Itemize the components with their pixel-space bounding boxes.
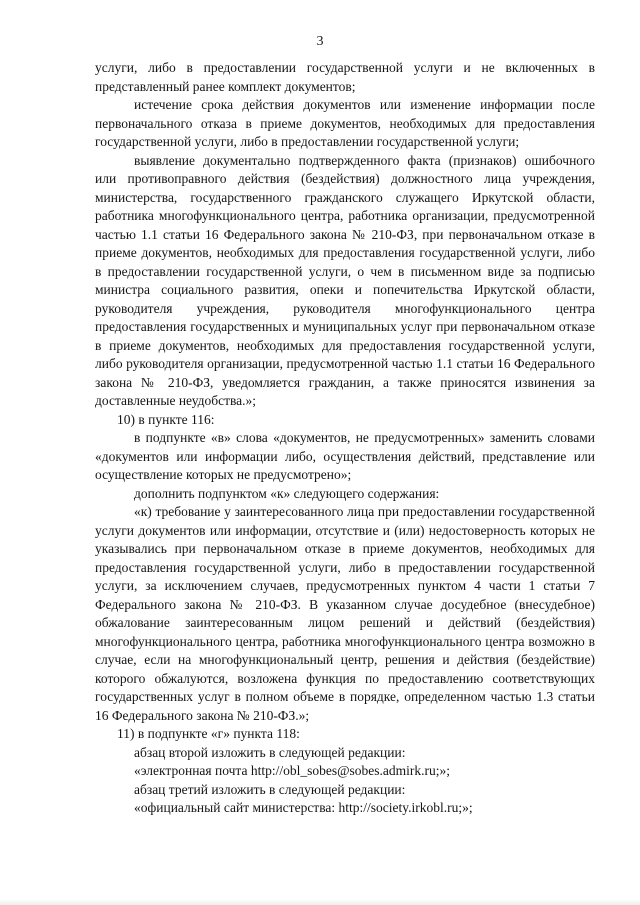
document-body xyxy=(95,59,595,818)
paragraph-document-expiry: истечение срока действия документов или изменение информации после первоначального отказа в приеме документов, необходимых для предоставления государственной услуги, либо в предоставлении государственной услуги; xyxy=(95,97,595,149)
scan-edge xyxy=(0,899,640,905)
paragraph-add-subitem-k: дополнить подпунктом «к» следующего содержания: xyxy=(134,485,440,501)
paragraph-subitem-v: в подпункте «в» слова «документов, не предусмотренных» заменить словами «документов или информации либо, осуществления действий, представление или осуществление которых не предусмотрено»; xyxy=(95,430,595,482)
paragraph-services-continuation: услуги, либо в предоставлении государственной услуги и не включенных в представленный ранее комплект документов; xyxy=(95,60,595,94)
paragraph-second-abzac: абзац второй изложить в следующей редакции: xyxy=(134,744,406,760)
paragraph-item-10: 10) в пункте 116: xyxy=(117,411,215,427)
paragraph-website: «официальный сайт министерства: http://society.irkobl.ru;»; xyxy=(134,800,473,815)
paragraph-subitem-k-text: «к) требование у заинтересованного лица при предоставлении государственной услуги документов или информации, отсутствие и (или) недостоверность которых не указывались при первоначальном отказе в приеме документов, необходимых для предоставления государственной услуги, либо в предоставлении государственной услуги, за исключением случаев, предусмотренных пунктом 4 части 1 статьи 7 Федерального закона № 210-ФЗ. В указанном случае досудебное (внесудебное) обжалование заинтересованным лицом решений и действий (бездействия) многофункционального центра, работника многофункционального центра возможно в случае, если на многофункциональный центр, решения и действия (бездействие) которого обжалуются, возложена функция по предоставлению соответствующих государственных услуг в полном объеме в порядке, определенном частью 1.3 статьи 16 Федерального закона № 210-ФЗ.»; xyxy=(95,504,595,723)
paragraph-third-abzac: абзац третий изложить в следующей редакции: xyxy=(134,781,406,797)
paragraph-item-11: 11) в подпункте «г» пункта 118: xyxy=(117,726,300,741)
paragraph-email: «электронная почта http://obl_sobes@sobes.admirk.ru;»; xyxy=(134,763,451,778)
page-number: 3 xyxy=(316,34,324,49)
paragraph-error-detection: выявление документально подтвержденного факта (признаков) ошибочного или противоправного действия (бездействия) должностного лица учреждения, министерства, государственного гражданского служащего Иркутской области, работника многофункционального центра, работника организации, предусмотренной частью 1.1 статьи 16 Федерального закона № 210-ФЗ, при первоначальном отказе в приеме документов, необходимых для предоставления государственной услуги, либо в предоставлении государственной услуги, о чем в письменном виде за подписью министра социального развития, опеки и попечительства Иркутской области, руководителя учреждения, руководителя многофункционального центра предоставления государственных и муниципальных услуг при первоначальном отказе в приеме документов, необходимых для предоставления государственной услуги, либо руководителя организации, предусмотренной частью 1.1 статьи 16 Федерального закона № 210-ФЗ, уведомляется гражданин, а также приносятся извинения за доставленные неудобства.»; xyxy=(95,152,595,408)
